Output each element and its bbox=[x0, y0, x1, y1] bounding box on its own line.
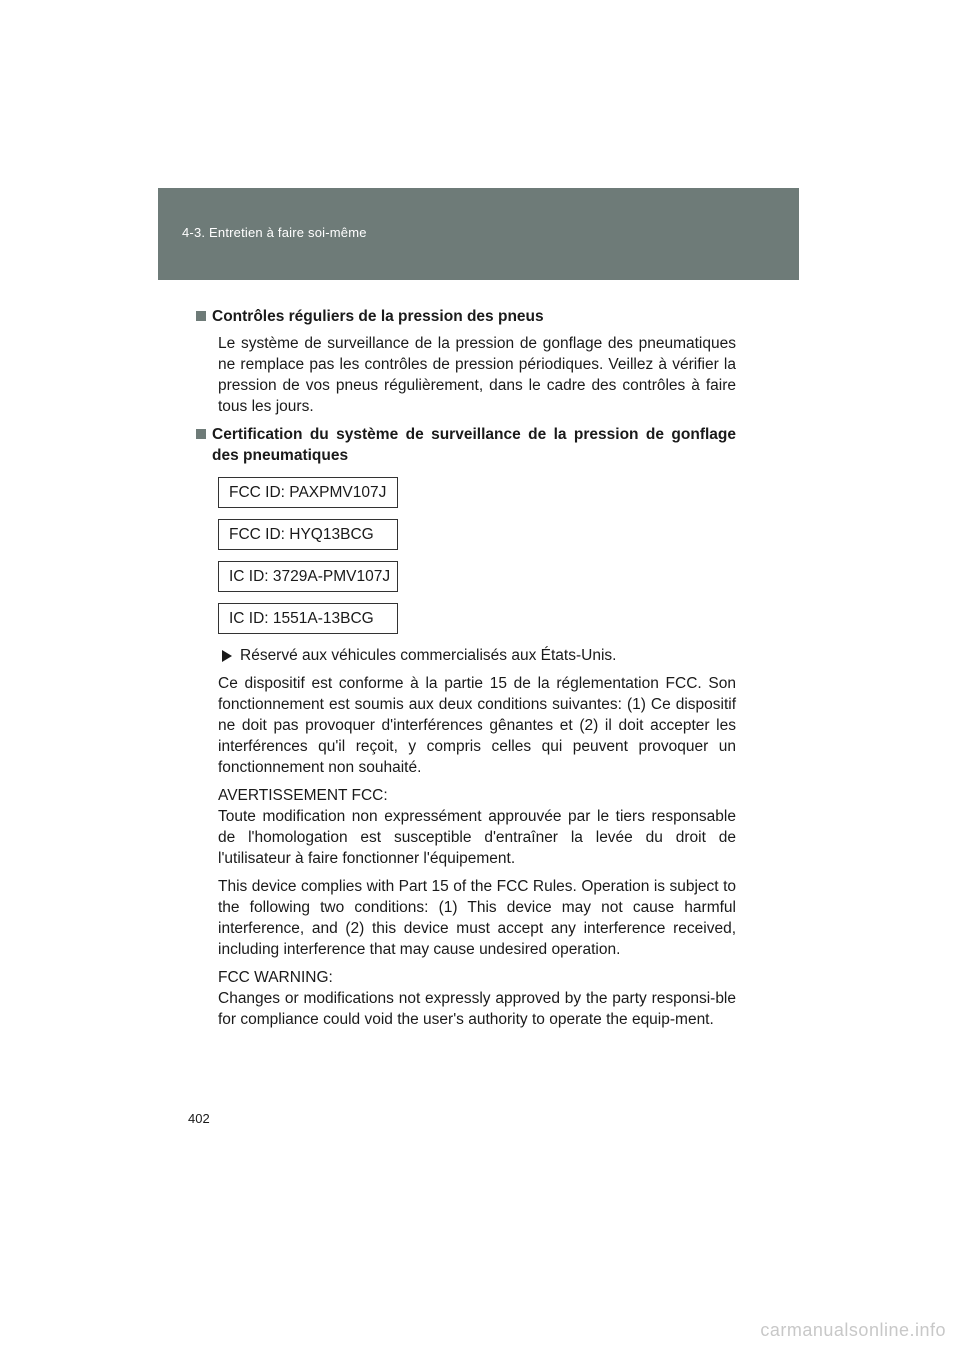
heading-text: Contrôles réguliers de la pression des pneus bbox=[212, 308, 544, 325]
id-box: IC ID: 1551A-13BCG bbox=[218, 603, 398, 634]
section-heading-pressure-checks bbox=[196, 306, 736, 327]
id-box-list bbox=[218, 477, 736, 634]
en-warning-block bbox=[218, 967, 736, 1030]
id-box: IC ID: 3729A-PMV107J bbox=[218, 561, 398, 592]
watermark: carmanualsonline.info bbox=[760, 1320, 946, 1340]
page-content bbox=[196, 306, 736, 1030]
note-text: Réservé aux véhicules commercialisés aux États-Unis. bbox=[240, 647, 617, 664]
section-heading-certification bbox=[196, 424, 736, 466]
section-header-band bbox=[158, 188, 799, 280]
fr-warning-title: AVERTISSEMENT FCC: bbox=[218, 787, 388, 804]
fr-warning-block bbox=[218, 785, 736, 869]
fr-warning-body: Toute modification non expressément approuvée par le tiers responsable de l'homologation est susceptible d'entraîner la levée du droit de l'utilisateur à faire fonctionner l'équipement. bbox=[218, 808, 736, 867]
square-bullet-icon bbox=[196, 429, 206, 439]
triangle-right-icon bbox=[222, 650, 232, 662]
square-bullet-icon bbox=[196, 311, 206, 321]
us-only-note bbox=[218, 645, 736, 666]
page-number: 402 bbox=[188, 1111, 210, 1126]
paragraph-fr-compliance: Ce dispositif est conforme à la partie 15 de la réglementation FCC. Son fonctionnement est soumis aux deux conditions suivantes: (1) Ce dispositif ne doit pas provoquer d'interférences gênantes et (2) il doit accepter les interférences qu'il reçoit, y compris celles qui peuvent provoquer un fonctionnement non souhaité. bbox=[218, 675, 736, 776]
en-warning-body: Changes or modifications not expressly approved by the party responsi-ble for compliance could void the user's authority to operate the equip-ment. bbox=[218, 990, 736, 1028]
section-title: 4-3. Entretien à faire soi-même bbox=[182, 225, 367, 240]
en-warning-title: FCC WARNING: bbox=[218, 969, 333, 986]
heading-text: Certification du système de surveillance de la pression de gonflage des pneumatiques bbox=[212, 426, 736, 464]
id-box: FCC ID: PAXPMV107J bbox=[218, 477, 398, 508]
paragraph-en-compliance: This device complies with Part 15 of the FCC Rules. Operation is subject to the following two conditions: (1) This device may not cause harmful interference, and (2) this device must accept any interference received, including interference that may cause undesired operation. bbox=[218, 878, 736, 958]
id-box: FCC ID: HYQ13BCG bbox=[218, 519, 398, 550]
paragraph-pressure-checks: Le système de surveillance de la pression de gonflage des pneumatiques ne remplace pas les contrôles de pression périodiques. Veillez à vérifier la pression de vos pneus régulièrement, dans le cadre des contrôles à faire tous les jours. bbox=[218, 335, 736, 415]
